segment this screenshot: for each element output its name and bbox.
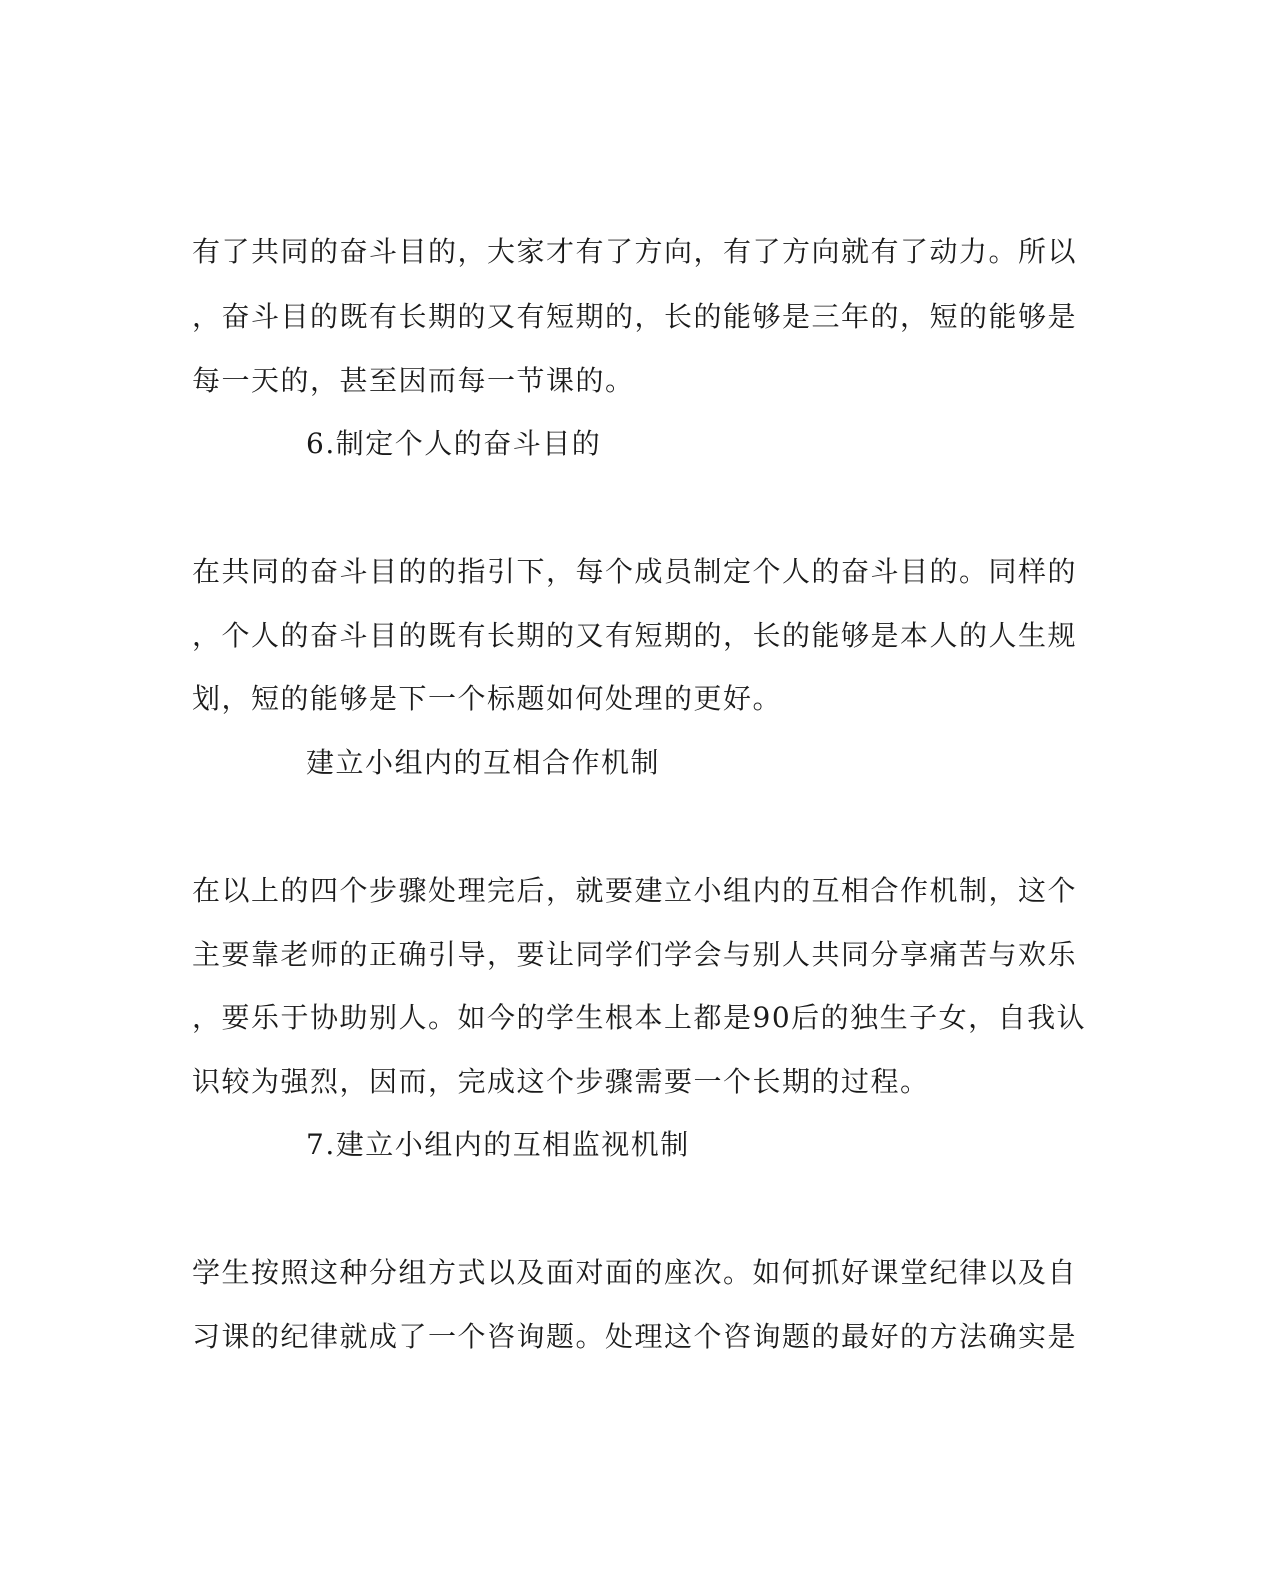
paragraph-4-line-2: 习课的纪律就成了一个咨询题。处理这个咨询题的最好的方法确实是 <box>192 1320 1078 1353</box>
paragraph-3-line-1: 在以上的四个步骤处理完后，就要建立小组内的互相合作机制，这个 <box>192 874 1078 907</box>
heading-6: 6.制定个人的奋斗目的 <box>306 427 602 460</box>
paragraph-2-line-3: 划，短的能够是下一个标题如何处理的更好。 <box>192 682 783 715</box>
paragraph-3-line-2: 主要靠老师的正确引导，要让同学们学会与别人共同分享痛苦与欢乐 <box>192 938 1078 971</box>
paragraph-2-line-1: 在共同的奋斗目的的指引下，每个成员制定个人的奋斗目的。同样的 <box>192 555 1078 588</box>
paragraph-4-line-1: 学生按照这种分组方式以及面对面的座次。如何抓好课堂纪律以及自 <box>192 1256 1078 1289</box>
heading-cooperation: 建立小组内的互相合作机制 <box>306 746 661 779</box>
paragraph-3-line-3: ，要乐于协助别人。如今的学生根本上都是90后的独生子女，自我认 <box>192 1001 1087 1034</box>
heading-7: 7.建立小组内的互相监视机制 <box>306 1128 690 1161</box>
paragraph-2-line-2: ，个人的奋斗目的既有长期的又有短期的，长的能够是本人的人生规 <box>192 619 1078 652</box>
paragraph-1-line-3: 每一天的，甚至因而每一节课的。 <box>192 364 635 397</box>
paragraph-3-line-4: 识较为强烈，因而，完成这个步骤需要一个长期的过程。 <box>192 1065 930 1098</box>
paragraph-1-line-2: ，奋斗目的既有长期的又有短期的，长的能够是三年的，短的能够是 <box>192 300 1078 333</box>
paragraph-1-line-1: 有了共同的奋斗目的，大家才有了方向，有了方向就有了动力。所以 <box>192 235 1078 268</box>
